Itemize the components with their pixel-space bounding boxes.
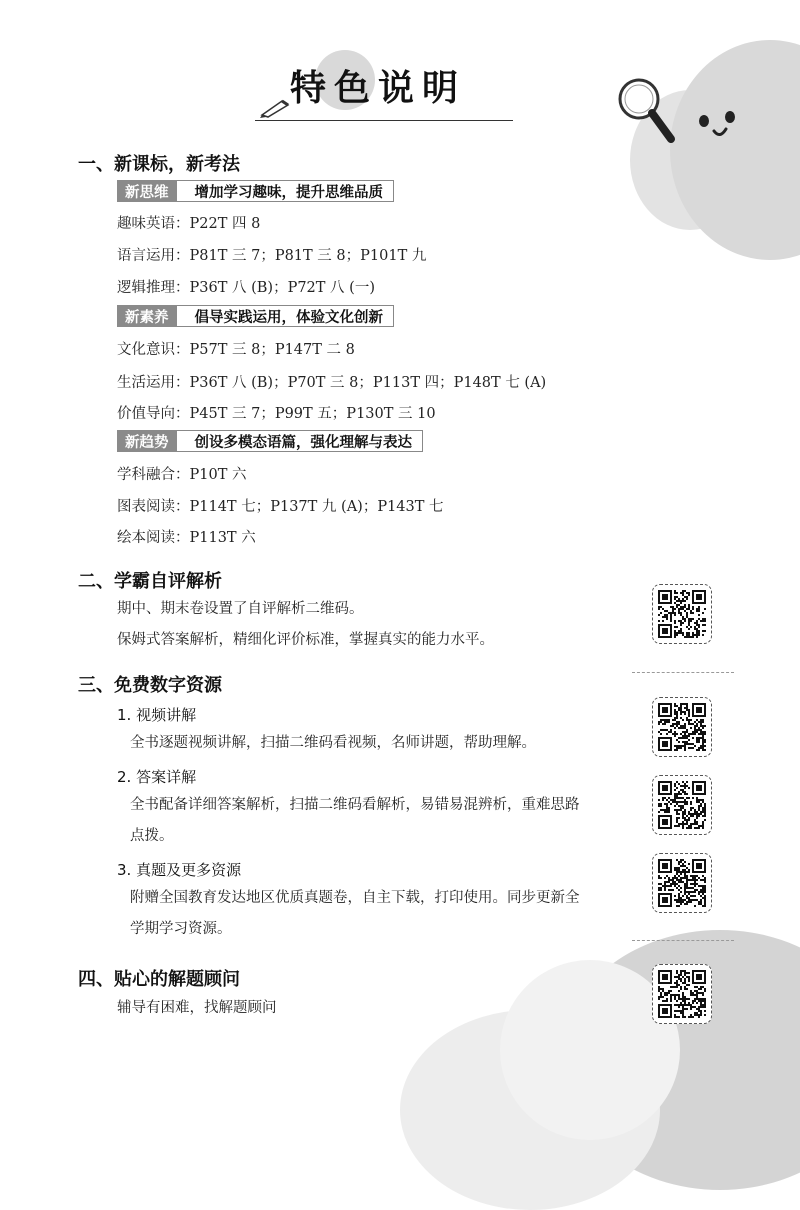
reference-line: 生活运用：P36T 八 (B)；P70T 三 8；P113T 四；P148T 七 (A)	[117, 375, 547, 391]
reference-line: 语言运用：P81T 三 7；P81T 三 8；P101T 九	[117, 248, 427, 264]
reference-line: 绘本阅读：P113T 六	[117, 530, 256, 546]
reference-line: 文化意识：P57T 三 8；P147T 二 8	[117, 342, 355, 358]
resource-title: 3. 真题及更多资源	[117, 861, 242, 879]
section-heading: 二、学霸自评解析	[78, 571, 222, 592]
tag-new-literacy	[117, 305, 394, 327]
qr-code-icon[interactable]	[652, 775, 712, 835]
tag-value: 创设多模态语篇，强化理解与表达	[177, 430, 424, 452]
tag-key: 新素养	[117, 305, 177, 327]
resource-text: 附赠全国教育发达地区优质真题卷，自主下载，打印使用。同步更新全学期学习资源。	[130, 890, 580, 937]
reference-line: 趣味英语：P22T 四 8	[117, 216, 261, 232]
section-heading: 一、新课标，新考法	[78, 154, 240, 175]
qr-code-icon[interactable]	[652, 584, 712, 644]
advisor-line: 辅导有困难，找解题顾问	[117, 1000, 277, 1016]
tag-new-trend	[117, 430, 423, 452]
divider	[632, 672, 734, 673]
tag-value: 增加学习趣味，提升思维品质	[177, 180, 395, 202]
divider	[632, 940, 734, 941]
qr-code-icon[interactable]	[652, 853, 712, 913]
tag-key: 新趋势	[117, 430, 177, 452]
qr-code-icon[interactable]	[652, 697, 712, 757]
qr-code-icon[interactable]	[652, 964, 712, 1024]
smiley-face-icon	[690, 105, 760, 145]
reference-line: 图表阅读：P114T 七；P137T 九 (A)；P143T 七	[117, 499, 444, 515]
self-eval-line: 保姆式答案解析，精细化评价标准，掌握真实的能力水平。	[117, 632, 494, 648]
section-heading: 四、贴心的解题顾问	[78, 969, 240, 990]
self-eval-line: 期中、期末卷设置了自评解析二维码。	[117, 601, 364, 617]
resource-text: 全书逐题视频讲解，扫描二维码看视频，名师讲题，帮助理解。	[130, 735, 536, 751]
reference-line: 价值导向：P45T 三 7；P99T 五；P130T 三 10	[117, 406, 436, 422]
tag-key: 新思维	[117, 180, 177, 202]
page-title: 特色说明	[290, 68, 467, 109]
tag-value: 倡导实践运用，体验文化创新	[177, 305, 395, 327]
reference-line: 学科融合：P10T 六	[117, 467, 247, 483]
section-heading: 三、免费数字资源	[78, 675, 222, 696]
resource-text: 全书配备详细答案解析，扫描二维码看解析，易错易混辨析，重难思路点拨。	[130, 797, 580, 844]
tag-new-thinking	[117, 180, 394, 202]
pencil-icon	[258, 95, 292, 119]
resource-title: 2. 答案详解	[117, 768, 197, 786]
title-underline	[255, 120, 513, 121]
magnifier-icon	[615, 75, 685, 155]
reference-line: 逻辑推理：P36T 八 (B)；P72T 八 (一)	[117, 280, 375, 296]
resource-title: 1. 视频讲解	[117, 706, 197, 724]
